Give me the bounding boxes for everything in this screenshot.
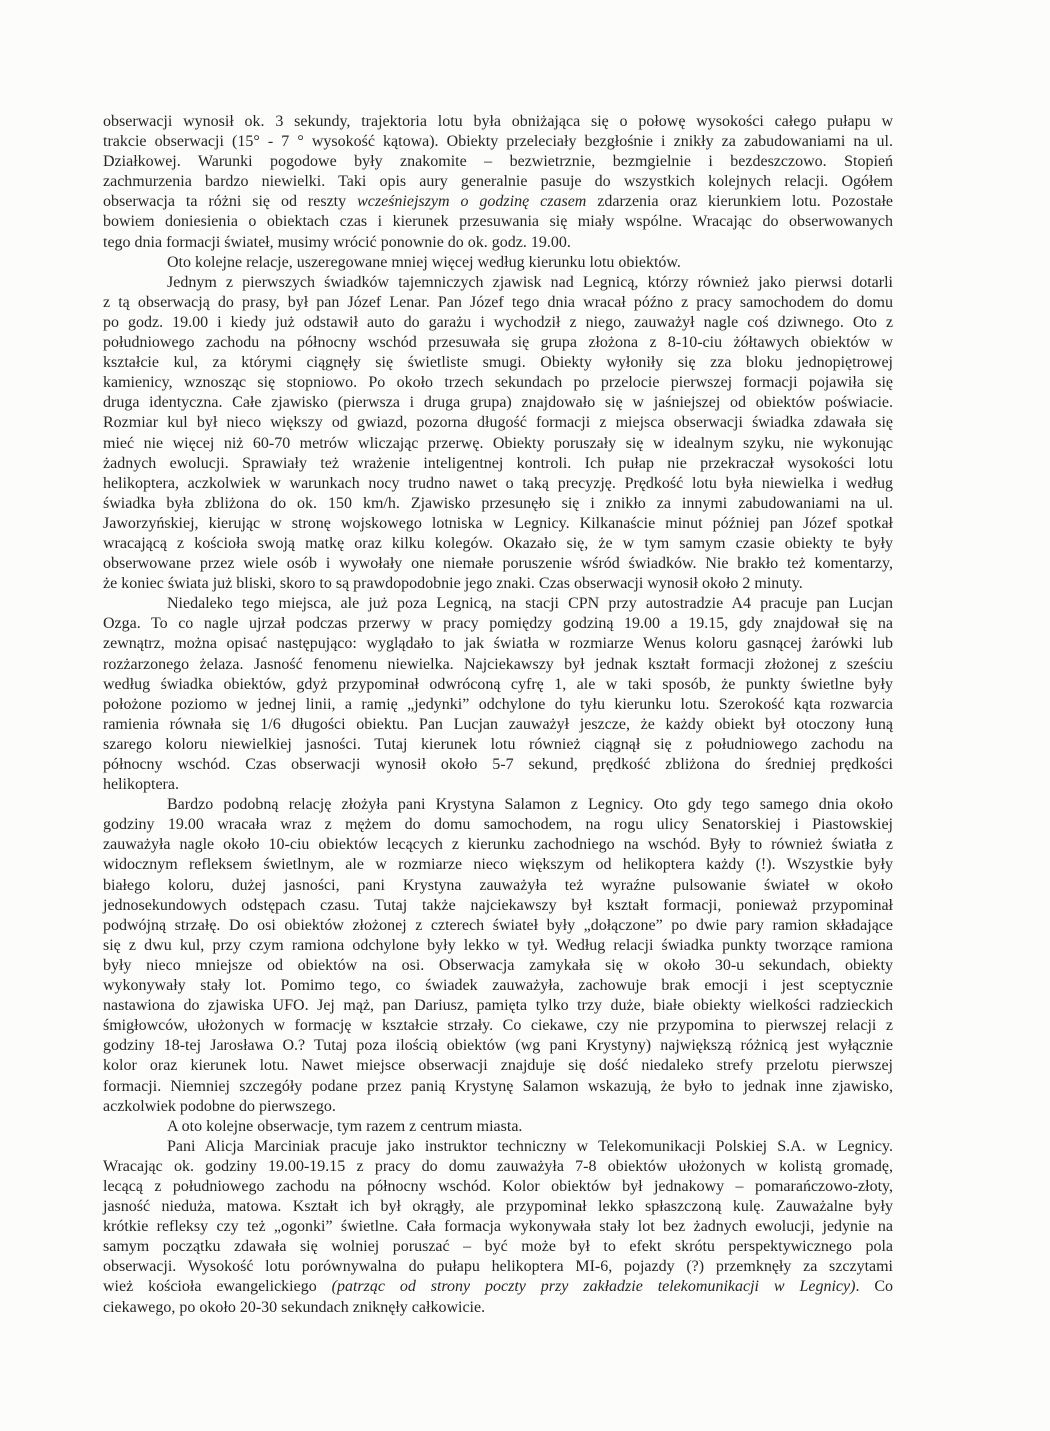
text-line [103,614,893,634]
text-line [103,1117,893,1137]
italic-text: wcześniejszym o godzinę czasem [357,193,587,211]
text-line [103,212,893,232]
text-line [103,815,893,835]
text-line [103,855,893,875]
text-segment: Oto kolejne relacje, uszeregowane mniej więcej według kierunku lotu obiektów. [167,253,681,271]
text-segment: Działkowej. Warunki pogodowe były znakomite – bezwietrznie, bezmgielnie i bezdeszczowo. Stopień [103,153,893,171]
text-line [103,775,893,795]
text-segment: aczkolwiek podobne do pierwszego. [103,1097,336,1115]
text-line [103,936,893,956]
text-segment: Niedaleko tego miejsca, ale już poza Legnicą, na stacji CPN przy autostradzie A4 pracuje pan Lucjan [167,595,893,613]
text-line [103,715,893,735]
text-segment: ciekawego, po około 20-30 sekundach zniknęły całkowicie. [103,1298,486,1316]
text-line [103,152,893,172]
text-segment: . Co [855,1278,894,1296]
text-line [103,454,893,474]
text-line [103,634,893,654]
text-segment: kształcie kul, za którymi ciągnęły się świetliste smugi. Obiekty wyłoniły się zza bloku jednopiętrowej [103,354,893,372]
paragraph [103,112,893,253]
text-line [103,1077,893,1097]
text-line [103,1016,893,1036]
text-segment: wież kościoła ewangelickiego [103,1278,332,1296]
text-segment: formacji. Niemniej szczegóły podane przez panią Krystynę Salamon wskazują, że było to jednak inne zjawisko, [103,1077,893,1095]
text-line [103,1298,893,1318]
text-line [103,393,893,413]
text-segment: helikoptera, aczkolwiek w warunkach nocy trudno nawet o taką precyzję. Prędkość lotu była niewielka i według [103,474,893,492]
text-line [103,112,893,132]
text-segment: południowego zachodu na północny wschód przesuwała się grupa złożona z 8-10-ciu żółtawych obiektów w [103,334,893,352]
text-line [103,1097,893,1117]
text-line [103,253,893,273]
text-line [103,996,893,1016]
text-segment: podwójną strzałę. Do osi obiektów złożonej z czterech świateł były „dołączone” po dwie pary ramion składające [103,916,893,934]
text-line [103,554,893,574]
text-segment: Pani Alicja Marciniak pracuje jako instruktor techniczny w Telekomunikacji Polskiej S.A. w Legnicy. [167,1137,893,1155]
text-segment: trakcie obserwacji (15° - 7 ° wysokość kątowa). Obiekty przeleciały bezgłośnie i znikły za zabudowaniami na ul. [103,133,893,151]
text-segment: według świadka obiektów, gdyż przypominał odwróconą cyfrę 1, ale w taki sposób, że punkty świetlne były [103,675,893,693]
text-segment: Wracając ok. godziny 19.00-19.15 z pracy do domu zauważyła 7-8 obiektów ułożonych w kolistą gromadę, [103,1157,893,1175]
text-segment: lecącą z południowego zachodu na północny wschód. Kolor obiektów był jednakowy – pomarańczowo-złoty, [103,1177,893,1195]
text-line [103,1036,893,1056]
text-segment: jasność nieduża, matowa. Kształt ich był okrągły, ale przypominał lekko spłaszczoną kulę. Zauważalne były [103,1198,893,1216]
text-line [103,976,893,996]
text-line [103,1277,893,1297]
text-line [103,1056,893,1076]
text-line [103,1257,893,1277]
text-segment: Rozmiar kul był nieco większy od gwiazd, pozorna długość formacji z miejsca obserwacji świadka zdawała się [103,414,893,432]
text-segment: że koniec świata już bliski, skoro to są prawdopodobnie jego znaki. Czas obserwacji wynosił około 2 minuty. [103,575,803,593]
text-line [103,494,893,514]
text-segment: Bardzo podobną relację złożyła pani Krystyna Salamon z Legnicy. Oto gdy tego samego dnia około [167,796,893,814]
text-segment: ramienia równała się 1/6 długości obiektu. Pan Lucjan zauważył jeszcze, że każdy obiekt był otoczony łuną [103,715,893,733]
text-line [103,876,893,896]
text-line [103,755,893,775]
paragraph [103,795,893,1117]
text-segment: wykonywały stały lot. Pomimo tego, co świadek zauważyła, zachowuje brak emocji i jest sceptycznie [103,977,893,995]
paragraph [103,1137,893,1318]
text-segment: położone poziomo w jednej linii, a ramię „jedynki” odchylone do tyłu kierunku lotu. Szerokość kąta rozwarcia [103,695,893,713]
text-segment: widocznym refleksem świetlnym, ale w rozmiarze nieco większym od helikoptera każdy (!). Wszystkie były [103,856,893,874]
text-line [103,353,893,373]
text-line [103,675,893,695]
text-segment: obserwowane przez wiele osób i wywołały one niemałe poruszenie wśród świadków. Nie brakło też komentarzy, [103,555,893,573]
text-segment: śmigłowców, ułożonych w formację w kształcie strzały. Co ciekawe, czy nie przypomina to pierwszej relacji z [103,1017,893,1035]
text-line [103,413,893,433]
text-segment: obserwacji. Wysokość lotu porównywalna do pułapu helikoptera MI-6, pojazdy (?) przemknęły za szczytami [103,1258,893,1276]
text-segment: godziny 18-tej Jarosława O.? Tutaj poza ilością obiektów (wg pani Krystyny) największą różnicą jest wyłącznie [103,1037,893,1055]
text-segment: zdarzenia oraz kierunkiem lotu. Pozostałe [586,193,894,211]
paragraph [103,594,893,795]
text-segment: kolor oraz kierunek lotu. Nawet miejsce obserwacji znajduje się dość niedaleko strefy przelotu pierwszej [103,1057,893,1075]
text-segment: kamienicy, wznosząc się stopniowo. Po około trzech sekundach po przelocie pierwszej formacji pojawiła się [103,374,893,392]
text-line [103,373,893,393]
text-segment: A oto kolejne obserwacje, tym razem z centrum miasta. [167,1117,523,1135]
text-segment: z tą obserwacją do prasy, był pan Józef Lenar. Pan Józef tego dnia wracał późno z pracy samochodem do domu [103,293,893,311]
text-segment: samym początku zdawała się wolniej poruszać – być może był to efekt skrótu perspektywicznego pola [103,1238,893,1256]
text-line [103,534,893,554]
text-line [103,735,893,755]
text-line [103,514,893,534]
text-segment: szarego koloru niewielkiej jasności. Tutaj kierunek lotu również ciągnął się z południowego zachodu na [103,735,893,753]
text-line [103,132,893,152]
text-segment: rozżarzonego żelaza. Jasność fenomenu niewielka. Najciekawszy był jednak kształt formacji złożonej z sześciu [103,655,893,673]
text-line [103,896,893,916]
paragraph [103,253,893,273]
text-segment: Ozga. To co nagle ujrzał podczas przerwy w pracy pomiędzy godziną 19.00 a 19.15, gdy znajdował się na [103,615,893,633]
text-line [103,474,893,494]
text-line [103,1137,893,1157]
text-segment: północny wschód. Czas obserwacji wynosił około 5-7 sekund, prędkość zbliżona do średniej prędkości [103,756,893,773]
text-segment: druga identyczna. Całe zjawisko (pierwsza i druga grupa) znajdowało się w jaśniejszej od obiektów poświacie. [103,394,893,412]
text-line [103,434,893,454]
text-segment: jednosekundowych odstępach czasu. Tutaj także najciekawszy był kształt formacji, ponieważ przypominał [103,896,893,914]
text-segment: wracającą z kościoła swoją matkę oraz kilku kolegów. Okazało się, że w tym samym czasie obiekty te były [103,534,893,552]
text-segment: obserwacji wynosił ok. 3 sekundy, trajektoria lotu była obniżająca się o połowę wysokości całego pułapu w [103,113,893,130]
text-segment: bowiem doniesienia o obiektach czas i kierunek przesuwania się miały wspólne. Wracając do obserwowanych [103,213,893,231]
text-line [103,1237,893,1257]
text-line [103,916,893,936]
text-line [103,835,893,855]
text-segment: były nieco mniejsze od obiektów na osi. Obserwacja zamykała się w około 30-u sekundach, obiekty [103,956,893,974]
text-line [103,1157,893,1177]
text-segment: żadnych ewolucji. Sprawiały też wrażenie inteligentnej kontroli. Ich pułap nie przekraczał wysokości lotu [103,454,893,472]
text-segment: po godz. 19.00 i kiedy już odstawił auto do garażu i wychodził z niego, zauważył nagle coś dziwnego. Oto z [103,313,893,331]
text-segment: zauważyła nagle około 10-ciu obiektów lecących z kierunku zachodniego na wschód. Były to również światła z [103,836,893,854]
text-segment: świadka była zbliżona do ok. 150 km/h. Zjawisko przesunęło się i znikło za innymi zabudowaniami na ul. [103,494,893,512]
document-page-text [103,112,893,1318]
text-segment: zewnątrz, można opisać następująco: wyglądało to jak światła w rozmiarze Wenus koloru gasnącej żarówki lub [103,635,893,653]
text-line [103,795,893,815]
text-segment: obserwacja ta różni się od reszty [103,193,358,211]
text-segment: białego koloru, dużej jasności, pani Krystyna zauważyła też wyraźne pulsowanie świateł w około [103,876,893,894]
paragraph [103,273,893,595]
text-line [103,574,893,594]
text-segment: nastawiona do zjawiska UFO. Jej mąż, pan Dariusz, pamięta tylko trzy duże, białe obiekty wielkości radzieckich [103,997,893,1015]
text-line [103,1177,893,1197]
text-line [103,172,893,192]
text-segment: Jaworzyńskiej, kierując w stronę wojskowego lotniska w Legnicy. Kilkanaście minut później pan Józef spotkał [103,514,893,532]
text-segment: zachmurzenia bardzo niewielki. Taki opis aury generalnie pasuje do wszystkich kolejnych relacji. Ogółem [103,173,893,191]
text-line [103,695,893,715]
text-segment: mieć nie więcej niż 60-70 metrów wliczając przerwę. Obiekty poruszały się w idealnym szyku, nie wykonując [103,434,893,452]
text-line [103,192,893,212]
text-segment: Jednym z pierwszych świadków tajemniczych zjawisk nad Legnicą, którzy również jako pierwsi dotarli [167,273,893,291]
text-line [103,1197,893,1217]
text-line [103,1217,893,1237]
text-segment: się z dwu kul, przy czym ramiona odchylone były lekko w tył. Według relacji świadka punkty tworzące ramiona [103,936,893,954]
text-segment: helikoptera. [103,776,179,794]
text-line [103,273,893,293]
text-line [103,293,893,313]
text-segment: krótkie refleksy czy też „ogonki” świetlne. Cała formacja wykonywała stały lot bez żadnych ewolucji, jedynie na [103,1218,893,1236]
text-line [103,313,893,333]
text-line [103,655,893,675]
italic-text: (patrząc od strony poczty przy zakładzie telekomunikacji w Legnicy) [331,1278,856,1296]
text-segment: godziny 19.00 wracała wraz z mężem do domu samochodem, na rogu ulicy Senatorskiej i Piastowskiej [103,816,893,834]
paragraph [103,1117,893,1137]
text-line [103,594,893,614]
text-line [103,233,893,253]
text-line [103,333,893,353]
text-line [103,956,893,976]
text-segment: tego dnia formacji świateł, musimy wrócić ponownie do ok. godz. 19.00. [103,233,571,251]
